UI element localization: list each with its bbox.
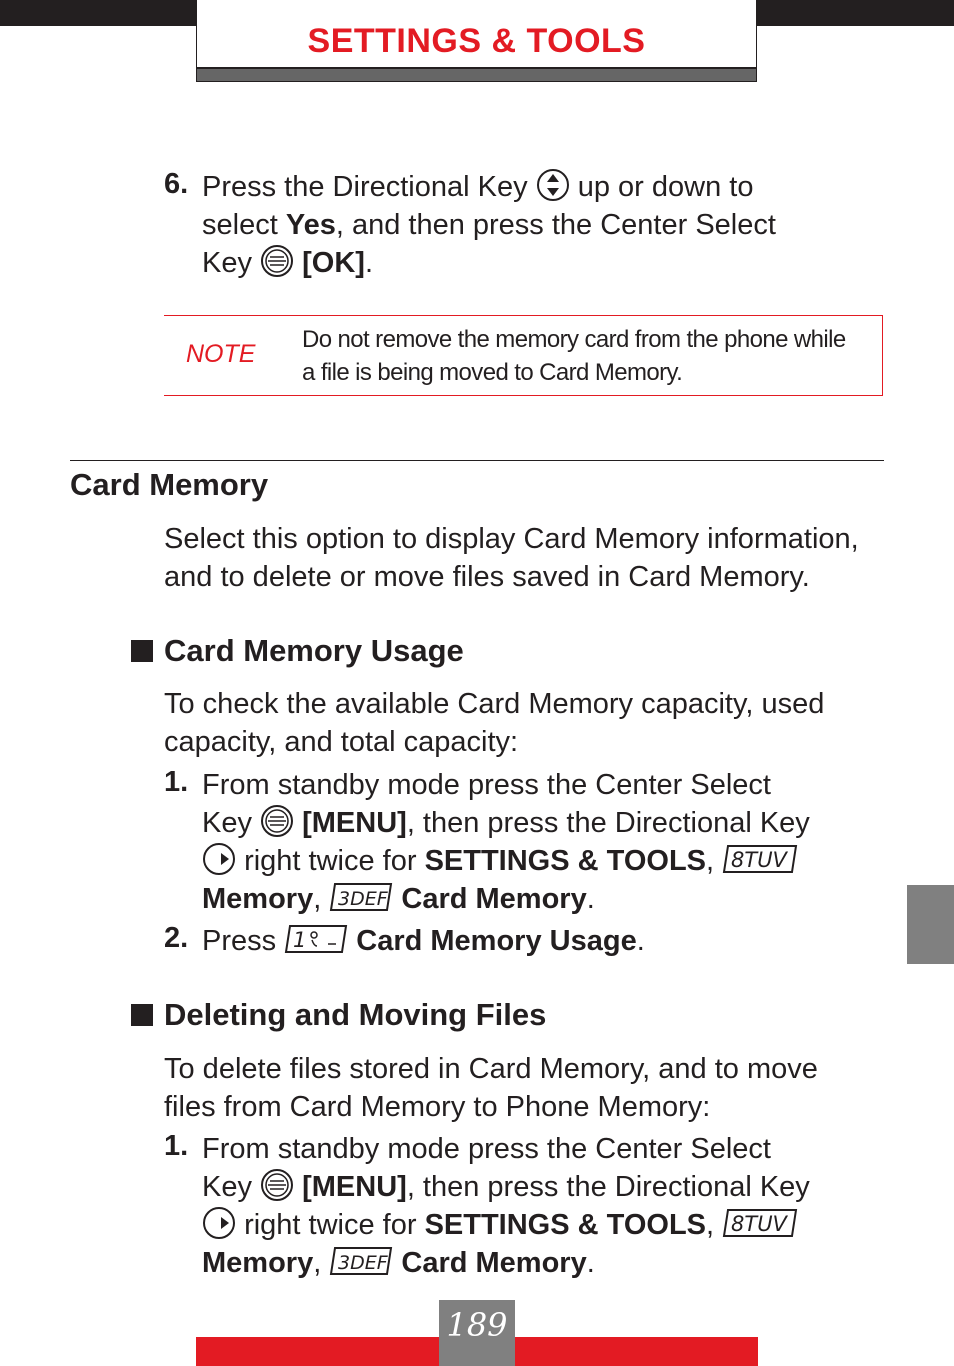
usage-step1: From standby mode press the Center Select Key [MENU], then press the Directional Key right twice for SETTINGS & TOOLS, 8TUV Memory, 3DEF Card Memory. — [202, 769, 810, 915]
key-1-icon — [284, 924, 348, 954]
center-select-key-icon — [260, 1168, 294, 1202]
center-select-key-icon — [260, 244, 294, 278]
subsection-heading-usage: Card Memory Usage — [164, 633, 464, 668]
step6-line2: select Yes, and then press the Center Select — [202, 209, 776, 241]
bullet-square — [131, 640, 153, 662]
step-number: 2. — [164, 922, 189, 954]
key-8-icon — [722, 1208, 798, 1238]
footer-bar-right — [515, 1337, 758, 1366]
key-8-icon — [722, 844, 798, 874]
section-divider — [70, 460, 884, 461]
directional-updown-key-icon — [536, 168, 570, 202]
deleting-step1: From standby mode press the Center Select Key [MENU], then press the Directional Key right twice for SETTINGS & TOOLS, 8TUV Memory, 3DEF Card Memory. — [202, 1133, 810, 1279]
step-number: 1. — [164, 766, 189, 798]
svg-text:8TUV: 8TUV — [731, 848, 788, 873]
usage-intro: To check the available Card Memory capacity, used capacity, and total capacity: — [164, 688, 825, 758]
svg-text:8TUV: 8TUV — [731, 1212, 788, 1237]
subsection-heading-deleting: Deleting and Moving Files — [164, 997, 547, 1032]
deleting-intro: To delete files stored in Card Memory, and to move files from Card Memory to Phone Memory: — [164, 1053, 818, 1123]
step6-line3: Key [OK]. — [202, 244, 373, 282]
directional-right-key-icon — [202, 842, 236, 876]
svg-text:1: 1 — [293, 928, 307, 953]
footer-bar-left — [196, 1337, 439, 1366]
note-label: NOTE — [186, 340, 256, 368]
header-bar-left — [0, 0, 196, 26]
page-number: 189 — [446, 1306, 508, 1344]
step-number: 1. — [164, 1130, 189, 1162]
key-3-icon — [329, 882, 393, 912]
note-text: Do not remove the memory card from the phone while a file is being moved to Card Memory. — [302, 326, 846, 386]
directional-right-key-icon — [202, 1206, 236, 1240]
center-select-key-icon — [260, 804, 294, 838]
header-bar-right — [757, 0, 954, 26]
svg-text:3DEF: 3DEF — [338, 888, 388, 911]
key-3-icon — [329, 1246, 393, 1276]
section-heading: Card Memory — [70, 467, 269, 502]
svg-text:3DEF: 3DEF — [338, 1252, 388, 1275]
step6-line1: Press the Directional Key up or down to — [202, 168, 753, 206]
chapter-side-tab — [907, 885, 954, 964]
section-description: Select this option to display Card Memory information, and to delete or move files saved in Card Memory. — [164, 523, 859, 593]
step-number: 6. — [164, 168, 189, 200]
page-section-title: SETTINGS & TOOLS — [307, 22, 646, 60]
bullet-square — [131, 1004, 153, 1026]
usage-step2: Press 1 Card Memory Usage. — [202, 925, 645, 957]
header-tab-underline — [196, 68, 757, 82]
